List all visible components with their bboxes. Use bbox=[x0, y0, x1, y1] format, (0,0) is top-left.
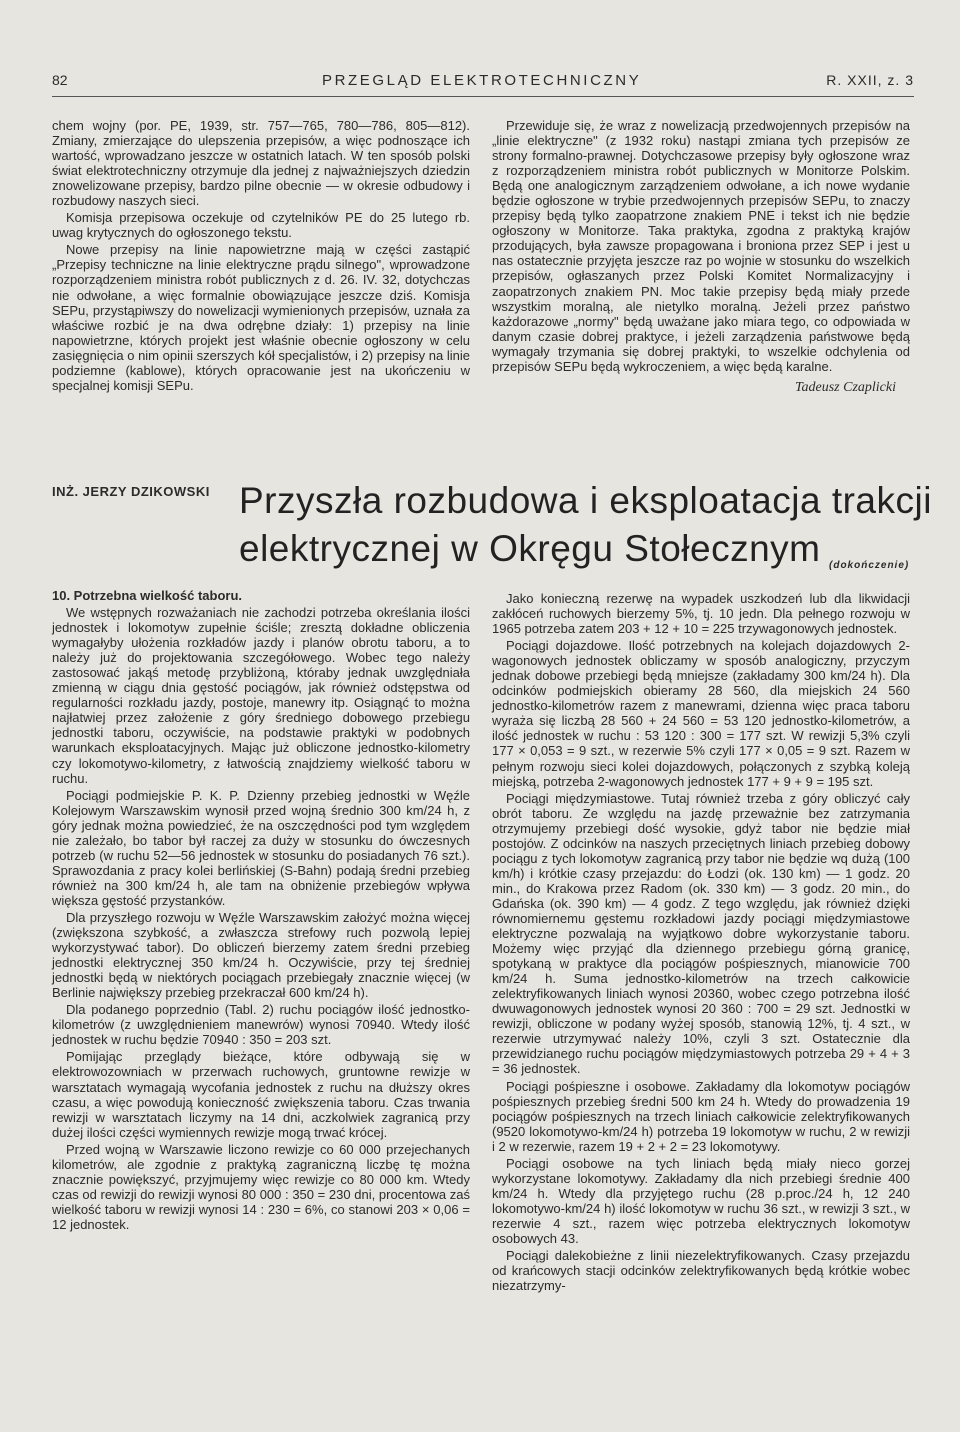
paragraph: Przed wojną w Warszawie liczono rewizje co 60 000 przejechanych kilometrów, ale zgodnie z praktyką zagraniczną liczbę tę można znacznie powiększyć, przyjmujemy więc rewizje co 80 000 km. Wtedy czas od rewizji do rewizji wynosi 80 000 : 350 = 230 dni, procentowa zaś wielkość taboru w rewizji wynosi 14 : 230 = 6%, co stanowi 203 × 0,06 = 12 jednostek. bbox=[52, 1141, 470, 1232]
paragraph: Dla przyszłego rozwoju w Węźle Warszawskim założyć można więcej (zwiększona szybkość, a zwłaszcza strefowy ruch pozwolą lepiej wykorzystywać tabor). Do obliczeń bierzemy zatem średni przebieg jednostki elektrycznej 350 km/24 h. Oczywiście, przy tej średniej jednostki będą w niektórych pociągach przebiegały znacznie więcej (w Berlinie największy przebieg przekraczał 600 km/24 h). bbox=[52, 909, 470, 1001]
paragraph: Pociągi pośpieszne i osobowe. Zakładamy dla lokomotyw pociągów pośpiesznych przebieg średni 500 km 24 h. Wtedy do prowadzenia 19 pociągów pośpiesznych na trzech liniach całkowicie zelektryfikowanych (9520 lokomotywo-km/24 h) potrzeba 19 lokomotyw w ruchu, 2 w rewizji i 2 w rezerwie, razem 19 + 2 + 2 = 23 lokomotywy. bbox=[492, 1078, 910, 1154]
article-title-note: (dokończenie) bbox=[829, 560, 910, 571]
paragraph: Pociągi międzymiastowe. Tutaj również trzeba z góry obliczyć cały obrót taboru. Ze względu na jazdę przeważnie bez zatrzymania otrzymujemy przebiegi dość wysokie, gdyż tabor nie będzie miał postojów. Z odcinków na naszych przeciętnych liniach przebieg dobowy pociągu z tych lokomotyw zagranicą przy tabor nie będzie wq dużą (100 km/h) i krótkie czasy przejazdu: do Łodzi (ok. 130 km) — 1 godz. 20 min., do Krakowa przez Radom (ok. 330 km) — 3 godz. 20 min., do Gdańska (ok. 390 km) — 4 godz. Z tego względu, jak również dzięki równomiernemu gęstemu rozkładowi jazdy pociągi międzymiastowe elektryczne pozwalają na wyjątkowo dobre wykorzystanie taboru. Możemy więc przyjąć dla dziennego przebiegu górną granicę, spotykaną w praktyce dla pociągów pośpiesznych, mianowicie 700 km/24 h. Suma jednostko-kilometrów na trzech całkowicie zelektryfikowanych liniach wynosi 20360, wobec czego potrzebna ilość dwuwagonowych jednostek wynosi 20 360 : 700 = 29 szt. Jednostki w rewizji, obliczone w podany wyżej sposób, stanowią 12%, tj. 4 szt., w rezerwie utrzymywać należy 10%, czyli 3 szt. Ostatecznie dla przewidzianego ruchu pociągów międzymiastowych potrzeba 29 + 4 + 3 = 36 jednostek. bbox=[492, 790, 910, 1077]
paragraph: chem wojny (por. PE, 1939, str. 757—765, 780—786, 805—812). Zmiany, zmierzające do ulepszenia przepisów, a więc podnoszące ich wartość, wprowadzano jeszcze w ostatnich latach. W ten sposób polski świat elektrotechniczny otrzymuje dla jednej z najważniejszych dziedzin znowelizowane przepisy, bardzo pilne obecnie — w okresie odbudowy i rozbudowy naszych sieci. bbox=[52, 118, 470, 209]
paragraph: Nowe przepisy na linie napowietrzne mają w części zastąpić „Przepisy techniczne na linie elektryczne prądu silnego", wprowadzone rozporządzeniem ministra robót publicznych z d. 26. IV. 32, dotychczas nie odwołane, a więc formalnie obowiązujące jeszcze dziś. Komisja SEPu, przystąpiwszy do nowelizacji wymienionych przepisów, uznała za właściwe rozbić je na dwa odrębne działy: 1) przepisy na linie napowietrzne, których projekt jest właśnie obecnie ogłoszony w celu zasięgnięcia o nim opinii szerszych kół specjalistów, i 2) przepisy na linie podziemne (kablowe), których opracowanie jest na ukończeniu w specjalnej komisji SEPu. bbox=[52, 242, 470, 393]
bottom-right-column bbox=[492, 591, 910, 1293]
journal-title: PRZEGLĄD ELEKTROTECHNICZNY bbox=[322, 72, 642, 89]
article-title-line2: elektrycznej w Okręgu Stołecznym bbox=[239, 528, 821, 569]
paragraph: Pomijając przeglądy bieżące, które odbywają się w elektrowozowniach w przerwach ruchowych, gruntowne rewizje w warsztatach wymagają wycofania jednostek z ruchu na dłuższy okres czasu, a więc powodują konieczność zwiększenia taboru. Czas trwania rewizji w warsztatach liczymy na 14 dni, aczkolwiek zagranicą przy dużej ilości części wymiennych rewizje mogą trwać krócej. bbox=[52, 1049, 470, 1140]
author-signature: Tadeusz Czaplicki bbox=[795, 379, 896, 395]
paragraph: We wstępnych rozważaniach nie zachodzi potrzeba określania ilości jednostek i lokomotyw zupełnie ściśle; zresztą dokładne obliczenia wymagałyby ułożenia rozkładów jazdy i planów obrotu taboru, a to należy już do projektowania szczegółowego. Wobec tego należy zastosować jakąś metodę przybliżoną, któraby jednak uwzględniała zmienną w ciągu dnia gęstość pociągów, jak również odstępstwa od regularności rozkładu jazdy, postoje, manewry itp. Osiągnąć to można najłatwiej przez założenie z góry średniego dobowego przebiegu jednostki taboru, oczywiście, na podstawie praktyki w podobnych warunkach eksploatacyjnych. Mając już obliczone jednostko-kilometry czy lokomotywo-kilometry, z łatwością znajdziemy wielkość taboru w ruchu. bbox=[52, 605, 470, 786]
article-heading bbox=[52, 478, 932, 578]
paragraph: Jako konieczną rezerwę na wypadek uszkodzeń lub dla likwidacji zakłóceń ruchowych bierzemy 5%, tj. 10 jedn. Dla pełnego rozwoju w 1965 potrzeba zatem 203 + 12 + 10 = 225 trzywagonowych jednostek. bbox=[492, 591, 910, 637]
top-left-column bbox=[52, 118, 470, 393]
paragraph: Przewiduje się, że wraz z nowelizacją przedwojennych przepisów na „linie elektryczne" (z 1932 roku) nastąpi zmiana tych przepisów ze strony formalno-prawnej. Dotychczasowe przepisy były ogłoszone wraz z rozporządzeniem ministra robót publicznych w Monitorze Polskim. Będą one analogicznym zarządzeniem odwołane, a ich nowe wydanie będzie ogłoszone w trybie przedwojennych przepisów SEPu, to znaczy przepisy będą tylko zaopatrzone znakiem PNE i tekst ich nie będzie ogłoszony w Monitorze. Taka praktyka, zgodna z praktyką krajów przodujących, była zawsze propagowana i broniona przez SEP i jest u nas ostatecznie przyjęta jeszcze raz po wojnie w stosunku do wszelkich przepisów, ogłaszanych przez Polski Komitet Normalizacyjny i zaopatrzonych znakiem PN. Moc takie przepisy będą miały przede wszystkim moralną, ale nietylko moralną. Jeżeli przez państwo każdorazowe „normy" będą uważane jako miara tego, co odpowiada w danym czasie dobrej praktyce, i jeżeli zarządzenia państwowe będą wymagały trzymania się dobrej praktyki, to wszelkie odchylenia od przepisów SEPu będą wykroczeniem, a więc będą karalne. bbox=[492, 118, 910, 374]
bottom-left-column bbox=[52, 588, 470, 1232]
page-header bbox=[52, 72, 914, 97]
top-right-column bbox=[492, 118, 910, 395]
paragraph: Pociągi dalekobieżne z linii niezelektryfikowanych. Czasy przejazdu od krańcowych stacji odcinków zelektryfikowanych będą krótkie wobec niezatrzymy- bbox=[492, 1248, 910, 1294]
paragraph: Pociągi osobowe na tych liniach będą miały nieco gorzej wykorzystane lokomotywy. Zakładamy dla nich przebiegi średnie 400 km/24 h. Wtedy dla przyjętego ruchu (28 p.proc./24 h, 12 240 lokomotywo-km/24 h) ilość lokomotyw w ruchu 36 szt., w rewizji 3 szt., w rezerwie 4 szt., razem więc potrzeba elektrycznych lokomotyw osobowych 43. bbox=[492, 1155, 910, 1246]
paragraph: Pociągi dojazdowe. Ilość potrzebnych na kolejach dojazdowych 2-wagonowych jednostek obliczamy w sposób analogiczny, przyczym jednak dobowe przebiegi będą mniejsze (zakładamy 300 km/24 h). Dla odcinków podmiejskich obieramy 28 560, dla miejskich 24 560 jednostko-kilometrów razem z manewrami, dzienna więc praca taboru wyraża się liczbą 28 560 + 24 560 = 53 120 jednostko-kilometrów, a ilość jednostek w ruchu : 53 120 : 300 = 177 szt. W rewizji 5,3% czyli 177 × 0,053 = 9 szt., w rezerwie 5% czyli 177 × 0,05 = 9 szt. Razem w pełnym rozwoju sieci kolei dojazdowych, połączonych z szybką koleją miejską, potrzeba 2-wagonowych jednostek 177 + 9 + 9 = 195 szt. bbox=[492, 638, 910, 789]
article-title-line1: Przyszła rozbudowa i eksploatacja trakcji bbox=[239, 480, 932, 521]
section-title: 10. Potrzebna wielkość taboru. bbox=[52, 588, 242, 603]
page-number: 82 bbox=[52, 72, 68, 88]
paragraph: Komisja przepisowa oczekuje od czytelników PE do 25 lutego rb. uwag krytycznych do ogłoszonego tekstu. bbox=[52, 210, 470, 241]
volume-issue: R. XXII, z. 3 bbox=[826, 72, 914, 88]
paragraph: Pociągi podmiejskie P. K. P. Dzienny przebieg jednostki w Węźle Kolejowym Warszawskim wynosił przed wojną średnio 300 km/24 h, z góry jednak można powiedzieć, że na oszczędności pod tym względem nie zależało, bo tabor był raczej za duży w stosunku do ówczesnych potrzeb (w ruchu 52—56 jednostek w stosunku do posiadanych 76 szt.). Sprawozdania z pracy kolei berlińskiej (S-Bahn) podają średni przebieg również na 300 km/24 h, ale tam na obniżenie przebiegów wpływa większa gęstość przystanków. bbox=[52, 787, 470, 908]
paragraph: Dla podanego poprzednio (Tabl. 2) ruchu pociągów ilość jednostko-kilometrów (z uwzględnieniem manewrów) wynosi 70940. Wtedy ilość jednostek w ruchu będzie 70940 : 350 = 203 szt. bbox=[52, 1002, 470, 1048]
article-author: INŻ. JERZY DZIKOWSKI bbox=[52, 484, 210, 499]
